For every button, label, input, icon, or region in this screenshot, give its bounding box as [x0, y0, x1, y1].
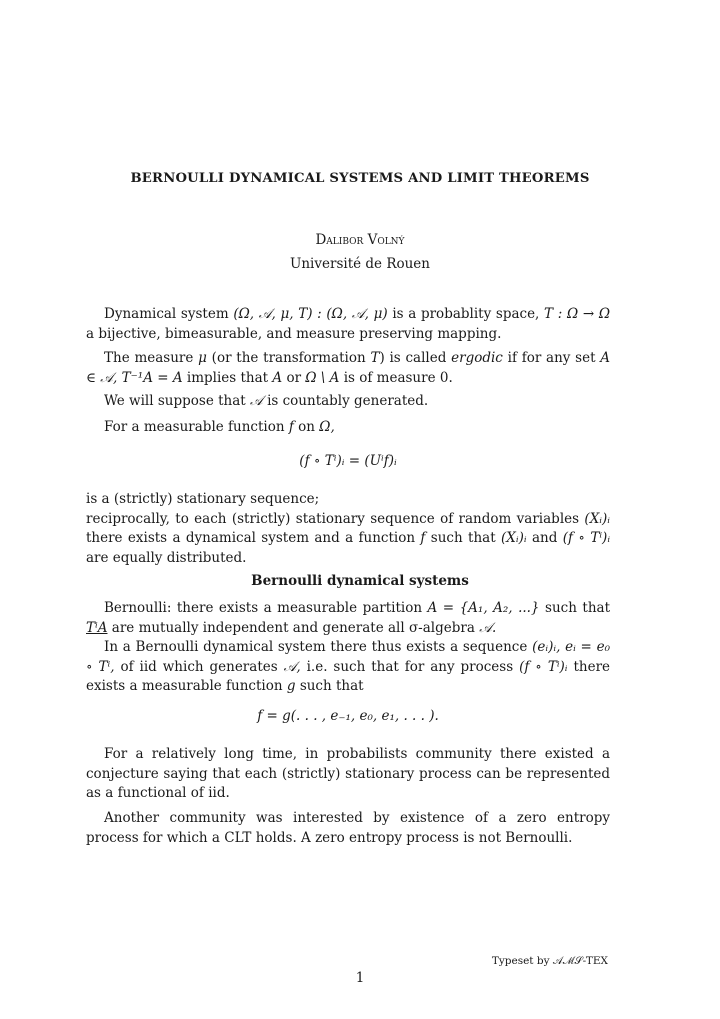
equation-functional-iid: f = g(. . . , e₋₁, e₀, e₁, . . . ). — [257, 708, 439, 724]
math-inline: g — [286, 678, 296, 694]
text: there exists a dynamical system and a function — [86, 530, 416, 546]
math-inline: f — [288, 419, 294, 435]
math-inline: T : Ω → Ω — [544, 306, 611, 322]
text: there exists a measurable function — [86, 658, 611, 694]
math-inline: A = {A₁, A₂, ...} — [427, 600, 540, 616]
text: or — [286, 369, 302, 386]
page-number: 1 — [355, 970, 365, 986]
equation-stationary: (f ∘ Tⁱ)ᵢ = (Uⁱf)ᵢ — [299, 453, 397, 469]
math-inline: Ω, — [319, 419, 335, 435]
text: We will suppose that — [104, 393, 246, 409]
paragraph-stationary-sequence — [86, 490, 610, 568]
math-inline: Ω \ A — [305, 369, 340, 386]
math-inline: μ — [198, 350, 207, 366]
math-inline: 𝒜. — [479, 619, 497, 636]
text: and — [531, 530, 558, 546]
text: such that — [299, 678, 364, 694]
text: is of measure 0. — [343, 369, 453, 386]
text: Dynamical system — [104, 306, 229, 322]
math-inline: (eᵢ)ᵢ, eᵢ = e₀ ∘ Tⁱ, — [86, 639, 610, 675]
affiliation: Université de Rouen — [289, 256, 430, 272]
ergodic-term: ergodic — [451, 350, 503, 366]
paragraph-measurable-function — [86, 418, 610, 438]
paper-title: BERNOULLI DYNAMICAL SYSTEMS AND LIMIT THEOREMS — [130, 171, 590, 186]
math-inline: f — [420, 530, 426, 546]
paragraph-zero-entropy: Another community was interested by existence of a zero entropy process for which a CLT holds. A zero entropy process is not Bernoulli. — [86, 810, 610, 846]
text: (or the transformation — [211, 350, 366, 366]
text: a bijective, bimeasurable, and measure preserving mapping. — [86, 325, 502, 342]
paragraph-dynamical-system — [86, 305, 610, 344]
text: ) is called — [379, 350, 447, 366]
text: is a (strictly) stationary sequence; — [86, 491, 320, 507]
math-inline: A ∈ 𝒜, — [86, 350, 611, 386]
text: are equally distributed. — [86, 549, 247, 566]
section-heading: Bernoulli dynamical systems — [251, 573, 469, 589]
typeset-footer: Typeset by 𝒜ℳ𝒮-TEX — [491, 955, 608, 967]
text: such that — [545, 600, 610, 616]
text: on — [298, 419, 315, 435]
math-inline: T — [370, 350, 380, 366]
math-inline: 𝒜, — [283, 658, 301, 675]
text: The measure — [104, 350, 194, 366]
text: of iid which generates — [120, 658, 278, 675]
math-inline: TⁱA — [86, 619, 108, 636]
paragraph-countably-generated — [86, 392, 610, 412]
text: In a Bernoulli dynamical system there thus exists a sequence — [104, 639, 528, 655]
paragraph-iid-sequence — [86, 638, 610, 697]
math-inline: A — [272, 369, 283, 386]
math-inline: 𝒜 — [250, 393, 263, 409]
paragraph-bernoulli-definition — [86, 599, 610, 638]
math-inline: (Xᵢ)ᵢ — [501, 530, 527, 546]
text: reciprocally, to each (strictly) stationary sequence of random variables — [86, 510, 580, 527]
author-name: Dalibor Volný — [315, 232, 405, 248]
text: is a probablity space, — [392, 306, 540, 322]
text: implies that — [186, 369, 269, 386]
text: is countably generated. — [267, 393, 429, 409]
math-inline: T⁻¹A = A — [121, 369, 183, 386]
text: Bernoulli: there exists a measurable partition — [104, 600, 423, 616]
math-inline: (f ∘ Tⁱ)ᵢ — [562, 530, 611, 546]
paragraph-conjecture: For a relatively long time, in probabilists community there existed a conjecture saying that each (strictly) stationary process can be represented as a functional of iid. — [86, 746, 610, 801]
text: such that — [430, 530, 496, 546]
math-inline: (Xᵢ)ᵢ — [584, 510, 610, 527]
text: For a measurable function — [104, 419, 285, 435]
paragraph-ergodic — [86, 349, 610, 388]
math-inline: (Ω, 𝒜, μ, T) : (Ω, 𝒜, μ) — [233, 306, 388, 322]
text: are mutually independent and generate all σ-algebra — [111, 619, 475, 636]
text: if for any set — [507, 350, 596, 366]
text: i.e. such that for any process — [306, 658, 514, 675]
math-inline: (f ∘ Tⁱ)ᵢ — [519, 658, 568, 675]
